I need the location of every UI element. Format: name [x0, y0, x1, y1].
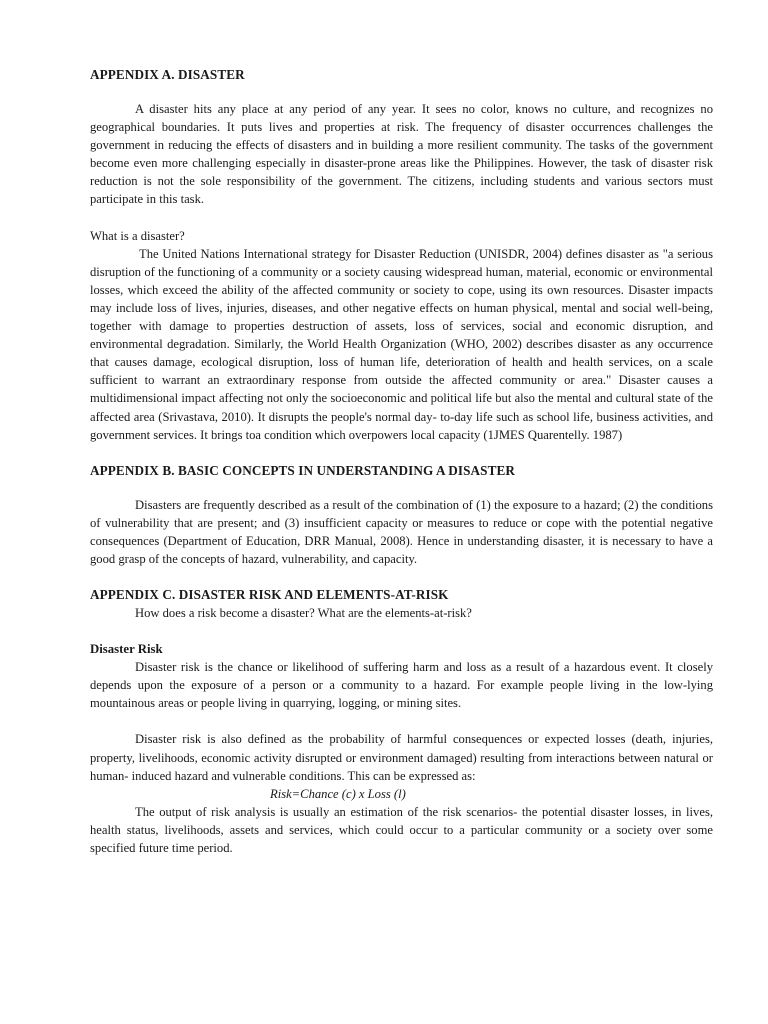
appendix-c-heading: APPENDIX C. DISASTER RISK AND ELEMENTS-AT-RISK — [90, 587, 449, 603]
disaster-risk-subheading: Disaster Risk — [90, 642, 163, 657]
disaster-definition: The United Nations International strategy for Disaster Reduction (UNISDR, 2004) defines disaster as "a serious disruption of the functioning of a community or a society causing widespread human, material, economic or environmental losses, which exceed the ability of the affected community or society to cope, using its own resources. Disaster impacts may include loss of lives, injuries, diseases, and other negative effects on human physical, mental and social well-being, together with damage to properties destruction of assets, loss of services, social and economic disruption, and environmental degradation. Similarly, the World Health Organization (WHO, 2002) describes disaster as any occurrence that causes damage, ecological disruption, loss of human life, deterioration of health and health services, on a scale sufficient to warrant an extraordinary response from outside the affected community or area." Disaster causes a multidimensional impact affecting not only the socioeconomic and political life but also the mental and cultural state of the affected area (Srivastava, 2010). It disrupts the people's normal day- to-day life such as school life, business activities, and government services. It brings toa condition which overpowers local capacity (1JMES Quarentelly. 1987) — [90, 246, 713, 442]
what-is-disaster-question: What is a disaster? — [90, 228, 185, 243]
disaster-risk-para-1: Disaster risk is the chance or likelihood of suffering harm and loss as a result of a hazardous event. It closely depends upon the exposure of a person or a community to a hazard. For example people living in the low-lying mountainous areas or people living in quarrying, logging, or mining sites. — [90, 660, 713, 711]
appendix-a-heading: APPENDIX A. DISASTER — [90, 67, 245, 82]
appendix-b-heading: APPENDIX B. BASIC CONCEPTS IN UNDERSTANDING A DISASTER — [90, 462, 516, 478]
appendix-b-body: Disasters are frequently described as a result of the combination of (1) the exposure to a hazard; (2) the conditions of vulnerability that are present; and (3) insufficient capacity or measures to reduce or cope with the potential negative consequences (Department of Education, DRR Manual, 2008). Hence in understanding disaster, it is necessary to have a good grasp of the concepts of hazard, vulnerability, and capacity. — [90, 497, 713, 566]
disaster-risk-para-2: Disaster risk is also defined as the probability of harmful consequences or expected losses (death, injuries, property, livelihoods, economic activity disrupted or environment damaged) resulting from interactions between natural or human- induced hazard and vulnerable conditions. This can be expressed as: — [90, 732, 713, 783]
risk-formula: Risk=Chance (c) x Loss (l) — [270, 786, 406, 801]
appendix-a-intro: A disaster hits any place at any period of any year. It sees no color, knows no culture, and recognizes no geographical boundaries. It puts lives and properties at risk. The frequency of disaster occurrences challenges the government in reducing the effects of disasters and in building a more resilient community. The tasks of the government become even more challenging especially in disaster-prone areas like the Philippines. However, the task of disaster risk reduction is not the sole responsibility of the government. The citizens, including students and various sectors must participate in this task. — [90, 102, 713, 207]
appendix-c-subquestion: How does a risk become a disaster? What are the elements-at-risk? — [135, 606, 472, 621]
disaster-risk-para-3: The output of risk analysis is usually an estimation of the risk scenarios- the potential disaster losses, in lives, health status, livelihoods, assets and services, which could occur to a particular community or a society over some specified future time period. — [90, 804, 713, 855]
